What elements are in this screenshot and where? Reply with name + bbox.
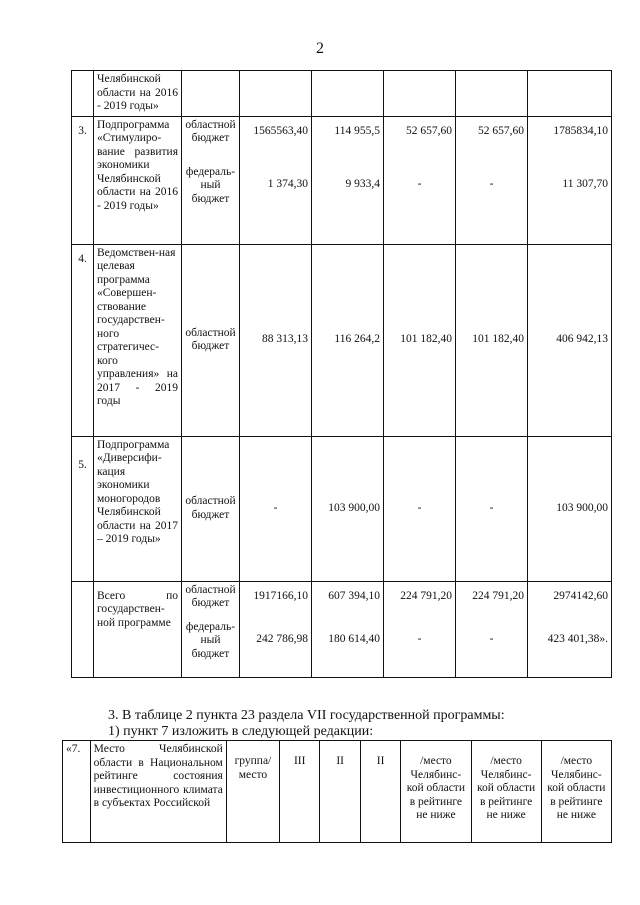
funding-table [71, 70, 612, 678]
row-number: 3. [72, 116, 94, 244]
value-cell: 607 394,10 180 614,40 [312, 581, 384, 677]
value-cell: 1565563,40 1 374,30 [240, 116, 312, 244]
value-cell: 103 900,00 [312, 436, 384, 581]
rank-cell: II [320, 741, 360, 843]
value-cell: 224 791,20 - [384, 581, 456, 677]
funding-source: областной бюджет федераль-ный бюджет [182, 116, 240, 244]
value-cell: - [456, 436, 528, 581]
program-name: Подпрограмма «Диверсифи-кация экономики моногородов Челябинской области на 2017 – 2019 годы» [94, 436, 182, 581]
program-name: Всего по государствен-ной программе [94, 581, 182, 677]
program-name: Подпрограмма «Стимулиро-вание развития экономики Челябинской области на 2016 - 2019 годы» [94, 116, 182, 244]
value-cell: 101 182,40 [384, 244, 456, 436]
row-number [72, 71, 94, 117]
unit-cell: группа/ место [226, 741, 279, 843]
rank-cell: II [360, 741, 400, 843]
value-cell: 52 657,60 - [384, 116, 456, 244]
value-cell: 224 791,20 - [456, 581, 528, 677]
place-cell: /место Челябинс-кой области в рейтинге не ниже [471, 741, 541, 843]
program-name: Ведомствен-ная целевая программа «Совершен-ствование государствен-ного стратегичес-кого управления» на 2017 - 2019 годы [94, 244, 182, 436]
total-cell: 1785834,10 11 307,70 [528, 116, 612, 244]
value-cell: 52 657,60 - [456, 116, 528, 244]
value-cell: - [384, 436, 456, 581]
value-cell: 116 264,2 [312, 244, 384, 436]
value-cell: 114 955,5 9 933,4 [312, 116, 384, 244]
value-cell: 1917166,10 242 786,98 [240, 581, 312, 677]
table-row [63, 741, 612, 843]
page-number: 2 [316, 40, 324, 57]
place-cell: /место Челябинс-кой области в рейтинге не ниже [401, 741, 471, 843]
funding-source: областной бюджет [182, 244, 240, 436]
table-row [72, 71, 612, 117]
program-name: Челябинской области на 2016 - 2019 годы» [94, 71, 182, 117]
paragraph-amendment: 3. В таблице 2 пункта 23 раздела VII государственной программы: [108, 708, 505, 723]
table-row [72, 581, 612, 677]
funding-source: областной бюджет федераль-ный бюджет [182, 581, 240, 677]
total-cell: 2974142,60 423 401,38». [528, 581, 612, 677]
row-number: «7. [63, 741, 91, 843]
table-row [72, 116, 612, 244]
table-row [72, 244, 612, 436]
row-number: 5. [72, 436, 94, 581]
rank-cell: III [280, 741, 320, 843]
row-number [72, 581, 94, 677]
rating-table [62, 740, 612, 843]
value-cell: 101 182,40 [456, 244, 528, 436]
total-cell: 406 942,13 [528, 244, 612, 436]
value-cell: 88 313,13 [240, 244, 312, 436]
paragraph-item: 1) пункт 7 изложить в следующей редакции: [108, 724, 374, 739]
indicator-name: Место Челябинской области в Национальном рейтинге состояния инвестиционного климата в субъектах Российской [90, 741, 226, 843]
total-cell: 103 900,00 [528, 436, 612, 581]
place-cell: /место Челябинс-кой области в рейтинге не ниже [541, 741, 611, 843]
table-row [72, 436, 612, 581]
row-number: 4. [72, 244, 94, 436]
funding-source: областной бюджет [182, 436, 240, 581]
value-cell: - [240, 436, 312, 581]
